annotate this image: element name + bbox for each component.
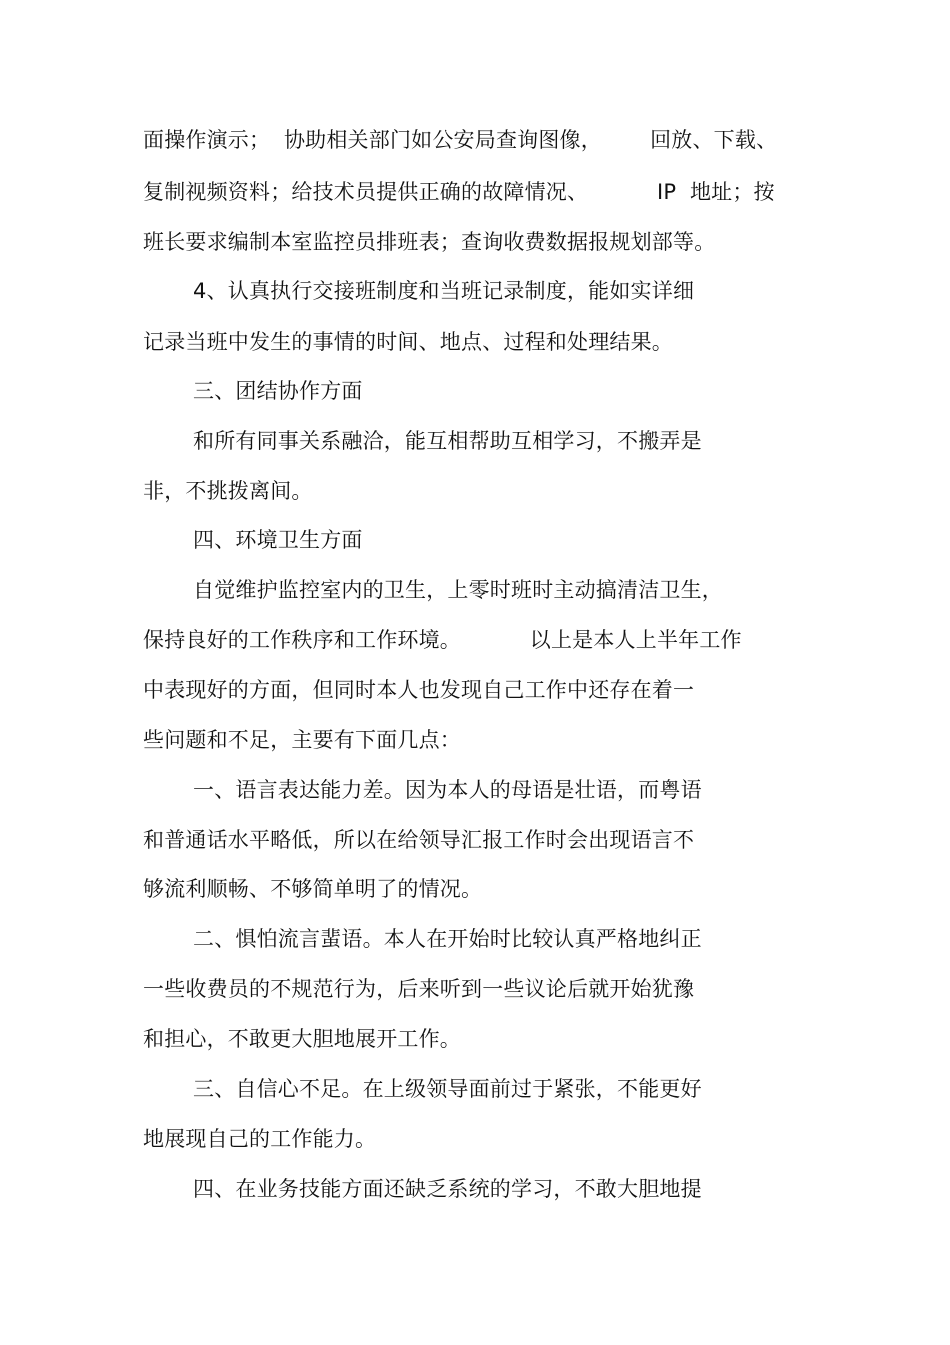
- text-line-4: 4、认真执行交接班制度和当班记录制度，能如实详细: [193, 279, 695, 303]
- text-line-17: 二、惧怕流言蜚语。本人在开始时比较认真严格地纠正: [193, 927, 702, 951]
- text-line-19: 和担心，不敢更大胆地展开工作。: [143, 1027, 461, 1051]
- text-line-16: 够流利顺畅、不够简单明了的情况。: [143, 877, 483, 901]
- text-line-13: 些问题和不足，主要有下面几点：: [143, 728, 461, 752]
- section-heading-teamwork: 三、团结协作方面: [193, 379, 363, 403]
- text-line-5: 记录当班中发生的事情的时间、地点、过程和处理结果。: [143, 330, 673, 354]
- text-line-2: 复制视频资料；给技术员提供正确的故障情况、 IP 地址；按: [143, 180, 775, 204]
- text-line-18: 一些收费员的不规范行为，后来听到一些议论后就开始犹豫: [143, 977, 695, 1001]
- text-line-14: 一、语言表达能力差。因为本人的母语是壮语，而粤语: [193, 778, 702, 802]
- text-line-1: 面操作演示； 协助相关部门如公安局查询图像， 回放、下载、: [143, 128, 778, 152]
- text-line-3: 班长要求编制本室监控员排班表；查询收费数据报规划部等。: [143, 230, 716, 254]
- text-line-20: 三、自信心不足。在上级领导面前过于紧张，不能更好: [193, 1077, 702, 1101]
- text-line-12: 中表现好的方面，但同时本人也发现自己工作中还存在着一: [143, 678, 695, 702]
- text-line-21: 地展现自己的工作能力。: [143, 1127, 377, 1151]
- text-line-11: 保持良好的工作秩序和工作环境。 以上是本人上半年工作: [143, 628, 742, 652]
- text-line-22: 四、在业务技能方面还缺乏系统的学习，不敢大胆地提: [193, 1177, 702, 1201]
- text-line-10: 自觉维护监控室内的卫生，上零时班时主动搞清洁卫生，: [193, 578, 723, 602]
- section-heading-hygiene: 四、环境卫生方面: [193, 528, 363, 552]
- text-line-15: 和普通话水平略低，所以在给领导汇报工作时会出现语言不: [143, 828, 695, 852]
- text-line-7: 和所有同事关系融洽，能互相帮助互相学习，不搬弄是: [193, 429, 702, 453]
- text-line-8: 非，不挑拨离间。: [143, 479, 313, 503]
